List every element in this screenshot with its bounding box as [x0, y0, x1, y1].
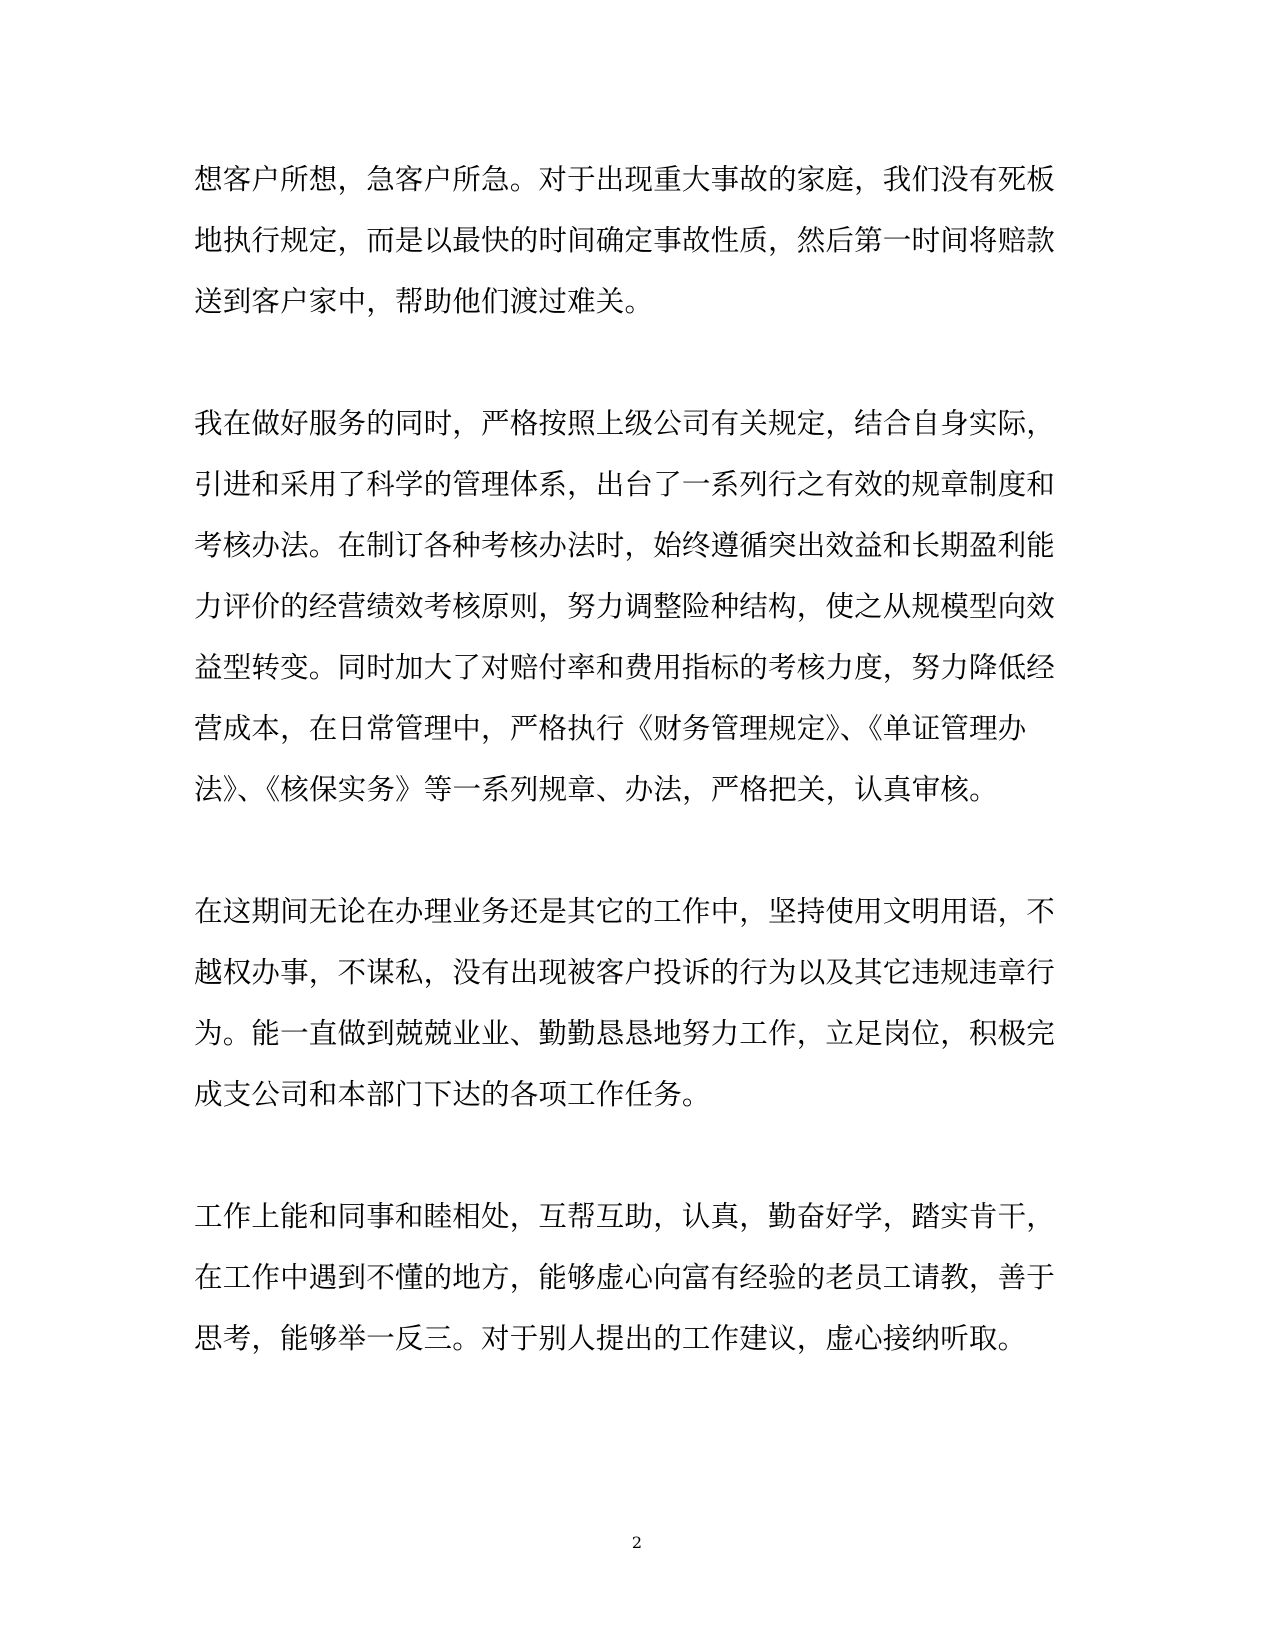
- text-line: 营成本，在日常管理中，严格执行《财务管理规定》、《单证管理办: [194, 712, 1027, 745]
- text-line: 思考，能够举一反三。对于别人提出的工作建议，虚心接纳听取。: [194, 1322, 1027, 1355]
- text-line: 为。能一直做到兢兢业业、勤勤恳恳地努力工作，立足岗位，积极完: [194, 1017, 1056, 1050]
- text-line: 我在做好服务的同时，严格按照上级公司有关规定，结合自身实际，: [194, 407, 1056, 440]
- text-line: 想客户所想，急客户所急。对于出现重大事故的家庭，我们没有死板: [194, 163, 1056, 196]
- text-line: 工作上能和同事和睦相处，互帮互助，认真，勤奋好学，踏实肯干，: [194, 1200, 1056, 1233]
- text-line: 在工作中遇到不懂的地方，能够虚心向富有经验的老员工请教，善于: [194, 1261, 1056, 1294]
- text-line: 越权办事，不谋私，没有出现被客户投诉的行为以及其它违规违章行: [194, 956, 1056, 989]
- text-line: 送到客户家中，帮助他们渡过难关。: [194, 285, 654, 318]
- text-line: 益型转变。同时加大了对赔付率和费用指标的考核力度，努力降低经: [194, 651, 1056, 684]
- text-line: 力评价的经营绩效考核原则，努力调整险种结构，使之从规模型向效: [194, 590, 1056, 623]
- text-line: 引进和采用了科学的管理体系，出台了一系列行之有效的规章制度和: [194, 468, 1056, 501]
- text-line: 地执行规定，而是以最快的时间确定事故性质，然后第一时间将赔款: [194, 224, 1056, 257]
- page-number: 2: [631, 1533, 643, 1552]
- text-line: 在这期间无论在办理业务还是其它的工作中，坚持使用文明用语，不: [194, 895, 1056, 928]
- text-line: 法》、《核保实务》等一系列规章、办法，严格把关，认真审核。: [194, 773, 998, 806]
- text-line: 考核办法。在制订各种考核办法时，始终遵循突出效益和长期盈利能: [194, 529, 1056, 562]
- text-line: 成支公司和本部门下达的各项工作任务。: [194, 1078, 711, 1111]
